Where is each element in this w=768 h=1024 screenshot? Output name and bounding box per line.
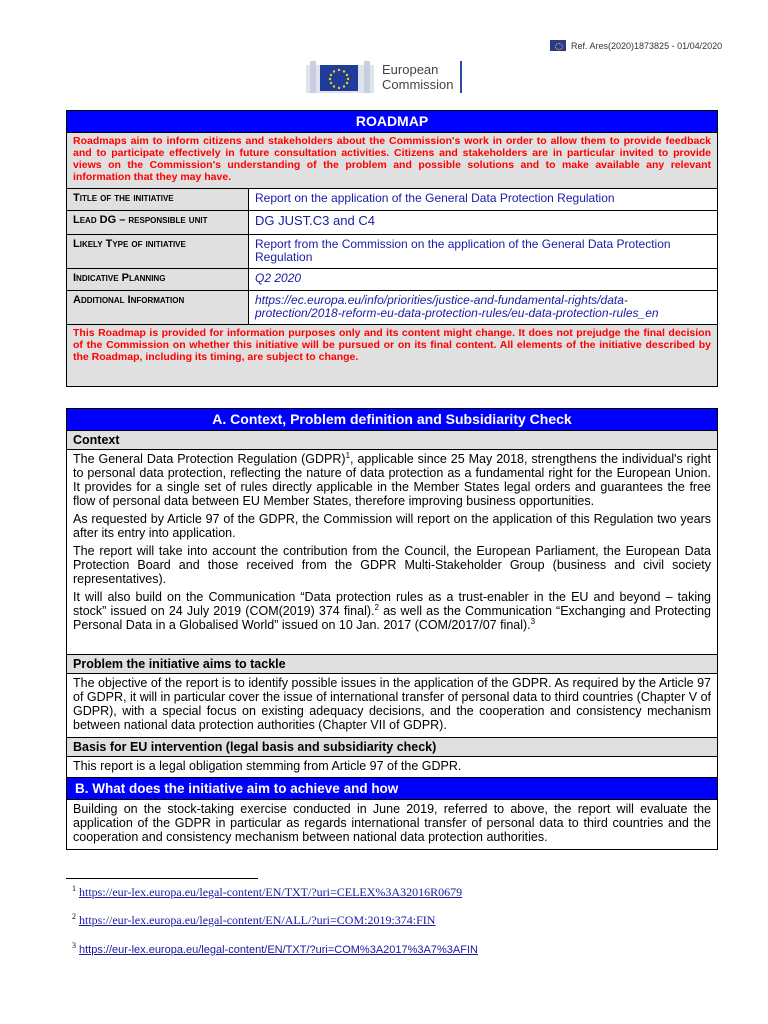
- problem-label: Problem the initiative aims to tackle: [67, 655, 718, 674]
- footnote-2: [72, 913, 435, 928]
- commission-building-icon: [306, 59, 374, 95]
- context-body: [67, 450, 718, 655]
- footnote-3: [72, 942, 478, 957]
- lead-dg-label: Lead DG – responsible unit: [67, 211, 249, 235]
- context-p1-text-a: The General Data Protection Regulation (GDPR): [73, 452, 346, 466]
- reference-number: [550, 40, 722, 51]
- footnote-3-link[interactable]: https://eur-lex.europa.eu/legal-content/EN/TXT/?uri=COM%3A2017%3A7%3AFIN: [79, 944, 478, 956]
- footnote-ref-1: 1: [345, 450, 351, 460]
- context-p1-text-b: , applicable since 25 May 2018, strengthens the individual's right to personal data protection, reflecting the nature of data protection as a fundamental right for the European Union. It provides for a single set of rules directly applicable in the Member States legal orders and guarantees the free flow of personal data between EU Member States, therefore improving business opportunities.: [73, 452, 711, 508]
- european-commission-logo: [306, 57, 502, 97]
- roadmap-closing-notice: This Roadmap is provided for information purposes only and its content might change. It does not prejudge the final decision of the Commission on whether this initiative will be pursued or on its final content. All elements of the initiative described by the Roadmap, including its timing, are subject to change.: [67, 325, 718, 387]
- logo-line-european: European: [382, 62, 439, 77]
- roadmap-intro-notice: Roadmaps aim to inform citizens and stakeholders about the Commission's work in order to allow them to provide feedback and to participate effectively in future consultation activities. Citizens and stakeholders are in particular invited to provide views on the Commission's understanding of the problem and possible solutions and to make available any relevant information that they may have.: [67, 133, 718, 189]
- footnote-1-link[interactable]: https://eur-lex.europa.eu/legal-content/EN/TXT/?uri=CELEX%3A32016R0679: [79, 885, 463, 899]
- title-value: Report on the application of the General Data Protection Regulation: [249, 189, 718, 211]
- context-paragraph-2: As requested by Article 97 of the GDPR, the Commission will report on the application of this Regulation two years after its entry into application.: [73, 512, 711, 540]
- section-a-heading: A. Context, Problem definition and Subsidiarity Check: [67, 409, 718, 431]
- section-b-body: Building on the stock-taking exercise conducted in June 2019, referred to above, the report will evaluate the application of the GDPR in particular as regards international transfer of personal data to third countries and the cooperation and consistency mechanism between national data protection authorities.: [67, 800, 718, 850]
- roadmap-table: [66, 110, 718, 387]
- additional-info-label: Additional Information: [67, 291, 249, 325]
- additional-info-value: [249, 291, 718, 325]
- eu-flag-icon: [550, 40, 566, 51]
- type-value: Report from the Commission on the application of the General Data Protection Regulation: [249, 235, 718, 269]
- footnote-3-number: 3: [72, 941, 76, 950]
- footnote-separator: [66, 878, 258, 879]
- roadmap-heading: ROADMAP: [67, 111, 718, 133]
- logo-divider: [460, 61, 462, 93]
- footnote-ref-2: 2: [374, 602, 379, 612]
- context-label: Context: [67, 431, 718, 450]
- footnote-1: [72, 885, 462, 900]
- planning-label: Indicative Planning: [67, 269, 249, 291]
- additional-info-link[interactable]: https://ec.europa.eu/info/priorities/justice-and-fundamental-rights/data-protection/2018-reform-eu-data-protection-rules/eu-data-protection-rules_en: [255, 293, 659, 320]
- context-paragraph-1: [73, 452, 711, 508]
- context-p4-text-b: as well as the Communication “Exchanging and Protecting Personal Data in a Globalised World” issued on 10 Jan. 2017 (COM/2017/07 final).: [73, 604, 711, 632]
- footnote-2-number: 2: [72, 912, 76, 921]
- basis-label: Basis for EU intervention (legal basis and subsidiarity check): [67, 738, 718, 757]
- logo-text: [382, 62, 454, 92]
- title-label: Title of the initiative: [67, 189, 249, 211]
- planning-value: Q2 2020: [249, 269, 718, 291]
- context-paragraph-3: The report will take into account the contribution from the Council, the European Parliament, the European Data Protection Board and those received from the GDPR Multi-Stakeholder Group (business and civil society representatives).: [73, 544, 711, 586]
- context-paragraph-4: [73, 590, 711, 632]
- footnote-1-number: 1: [72, 884, 76, 893]
- logo-line-commission: Commission: [382, 77, 454, 92]
- context-p4-text-a: It will also build on the Communication “Data protection rules as a trust-enabler in the EU and beyond – taking stock” issued on 24 July 2019 (COM(2019) 374 final).: [73, 590, 711, 618]
- footnote-2-link[interactable]: https://eur-lex.europa.eu/legal-content/EN/ALL/?uri=COM:2019:374:FIN: [79, 913, 436, 927]
- type-label: Likely Type of initiative: [67, 235, 249, 269]
- footnote-ref-3: 3: [530, 616, 536, 626]
- lead-dg-value: DG JUST.C3 and C4: [249, 211, 718, 235]
- section-b-heading: B. What does the initiative aim to achieve and how: [67, 778, 718, 800]
- section-table: [66, 408, 718, 850]
- basis-body: This report is a legal obligation stemming from Article 97 of the GDPR.: [67, 757, 718, 778]
- reference-text: Ref. Ares(2020)1873825 - 01/04/2020: [571, 40, 723, 51]
- problem-body: The objective of the report is to identify possible issues in the application of the GDPR. As required by the Article 97 of GDPR, it will in particular cover the issue of international transfer of personal data to third countries (Chapter V of GDPR), with a special focus on existing adequacy decisions, and the cooperation and consistency mechanism between national data protection authorities (Chapter VII of GDPR).: [67, 674, 718, 738]
